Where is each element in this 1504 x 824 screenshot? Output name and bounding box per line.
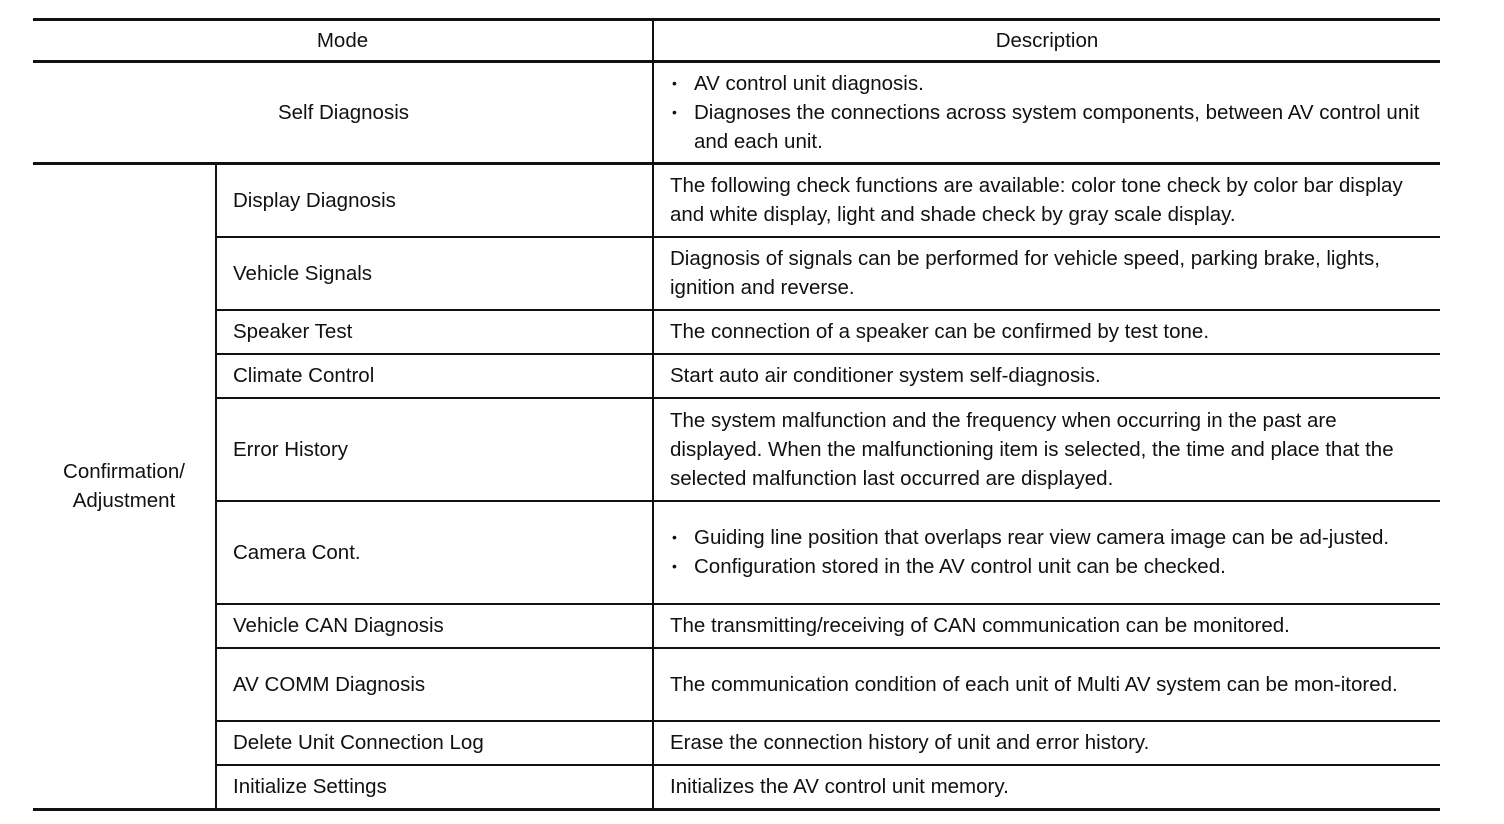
- mode-cell: Vehicle CAN Diagnosis: [216, 604, 653, 648]
- description-cell: The system malfunction and the frequency when occurring in the past are displayed. When the malfunctioning item is selected, the time and place that the selected malfunction last occurred are displayed.: [653, 398, 1440, 501]
- list-item: • Guiding line position that overlaps rear view camera image can be ad-justed.: [670, 523, 1426, 552]
- bullet-list: [670, 69, 1426, 156]
- mode-cell: AV COMM Diagnosis: [216, 648, 653, 721]
- mode-description-table: [33, 18, 1440, 811]
- bullet-icon: •: [672, 529, 677, 545]
- mode-cell: Vehicle Signals: [216, 237, 653, 310]
- table-row: [33, 164, 1440, 238]
- bullet-icon: •: [672, 103, 677, 120]
- description-cell: The following check functions are available: color tone check by color bar display and white display, light and shade check by gray scale display.: [653, 164, 1440, 238]
- bullet-icon: •: [672, 558, 677, 574]
- table-row: [33, 62, 1440, 164]
- mode-cell: Display Diagnosis: [216, 164, 653, 238]
- table-row: [33, 765, 1440, 810]
- mode-cell: Initialize Settings: [216, 765, 653, 810]
- list-item: • Configuration stored in the AV control unit can be checked.: [670, 552, 1426, 581]
- table-row: [33, 237, 1440, 310]
- table-row: [33, 604, 1440, 648]
- description-cell: Start auto air conditioner system self-diagnosis.: [653, 354, 1440, 398]
- description-cell: The transmitting/receiving of CAN communication can be monitored.: [653, 604, 1440, 648]
- description-cell: Erase the connection history of unit and error history.: [653, 721, 1440, 765]
- mode-cell: Speaker Test: [216, 310, 653, 354]
- description-cell: Diagnosis of signals can be performed for vehicle speed, parking brake, lights, ignition and reverse.: [653, 237, 1440, 310]
- description-cell: The communication condition of each unit of Multi AV system can be mon-itored.: [653, 648, 1440, 721]
- mode-cell: Climate Control: [216, 354, 653, 398]
- description-cell: Initializes the AV control unit memory.: [653, 765, 1440, 810]
- header-description: Description: [653, 20, 1440, 62]
- header-mode: Mode: [33, 20, 653, 62]
- bullet-list: [670, 523, 1426, 581]
- group-label: Confirmation/ Adjustment: [33, 164, 216, 810]
- description-cell: The connection of a speaker can be confirmed by test tone.: [653, 310, 1440, 354]
- mode-cell: Delete Unit Connection Log: [216, 721, 653, 765]
- table-row: [33, 354, 1440, 398]
- list-item: • AV control unit diagnosis.: [670, 69, 1426, 98]
- table-row: [33, 310, 1440, 354]
- description-cell: [653, 501, 1440, 604]
- mode-cell: Camera Cont.: [216, 501, 653, 604]
- table-row: [33, 721, 1440, 765]
- list-item: • Diagnoses the connections across system components, between AV control unit and each unit.: [670, 98, 1426, 156]
- mode-cell: Self Diagnosis: [33, 62, 653, 164]
- mode-cell: Error History: [216, 398, 653, 501]
- bullet-icon: •: [672, 74, 677, 91]
- table-row: [33, 501, 1440, 604]
- description-cell: [653, 62, 1440, 164]
- table-header-row: [33, 20, 1440, 62]
- table-row: [33, 648, 1440, 721]
- table-row: [33, 398, 1440, 501]
